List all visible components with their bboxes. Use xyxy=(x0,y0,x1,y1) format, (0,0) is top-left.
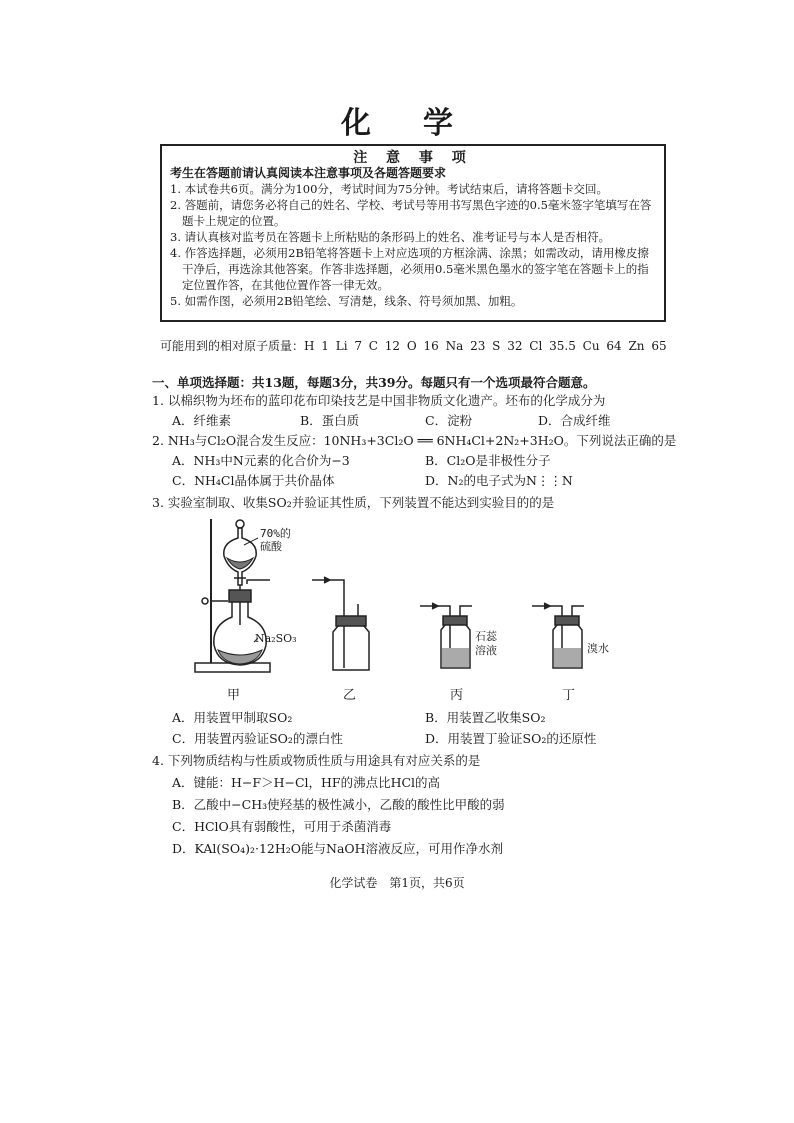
gas-outlet-tube xyxy=(247,580,270,584)
label-yi: 乙 xyxy=(343,688,357,703)
separatory-funnel xyxy=(224,528,256,585)
funnel-stopper xyxy=(236,520,244,528)
label-acid xyxy=(260,527,291,553)
flask-stopper xyxy=(229,590,251,602)
label-litmus xyxy=(475,630,497,658)
label-litmus-line1: 石蕊 xyxy=(475,630,497,643)
outlet-tube xyxy=(572,606,584,616)
notice-item-2-cont: 题卡上规定的位置。 xyxy=(182,214,286,228)
title-char-2: 学 xyxy=(423,106,453,141)
clamp-screw xyxy=(202,598,208,604)
bottle-stopper xyxy=(336,616,366,626)
label-na2so3: Na₂SO₃ xyxy=(255,632,297,645)
label-jia: 甲 xyxy=(227,688,241,703)
q4-option-b: B．乙酸中−CH₃使羟基的极性减小，乙酸的酸性比甲酸的弱 xyxy=(172,797,505,812)
q4-option-c: C．HClO具有弱酸性，可用于杀菌消毒 xyxy=(172,819,392,834)
q1-option-d: D．合成纤维 xyxy=(538,413,611,428)
title-char-1: 化 xyxy=(341,106,371,141)
q4-option-d: D．KAl(SO₄)₂·12H₂O能与NaOH溶液反应，可用作净水剂 xyxy=(172,841,504,856)
q4-option-a: A．键能：H−F＞H−Cl，HF的沸点比HCl的高 xyxy=(172,775,441,790)
apparatus-ding xyxy=(532,603,584,668)
label-bing: 丙 xyxy=(450,688,464,703)
notice-subtitle: 考生在答题前请认真阅读本注意事项及各题答题要求 xyxy=(170,166,447,180)
q3-option-a: A．用装置甲制取SO₂ xyxy=(172,710,293,725)
q2-option-d: D．N₂的电子式为N⋮⋮N xyxy=(425,473,573,488)
apparatus-jia xyxy=(195,519,270,672)
label-acid-line1: 70%的 xyxy=(260,527,291,540)
notice-item-1: 1. 本试卷共6页。满分为100分，考试时间为75分钟。考试结束后，请将答题卡交回。 xyxy=(170,182,609,196)
atomic-masses: 可能用到的相对原子质量：H 1 Li 7 C 12 O 16 Na 23 S 32 Cl 35.5 Cu 64 Zn 65 xyxy=(160,339,667,353)
bromine-water xyxy=(554,648,581,667)
q1-option-b: B．蛋白质 xyxy=(300,413,360,428)
litmus-solution xyxy=(442,648,469,667)
gas-bottle xyxy=(333,626,369,670)
q2-option-b: B．Cl₂O是非极性分子 xyxy=(425,453,551,468)
na2so3-solid xyxy=(218,650,262,664)
notice-item-3: 3. 请认真核对监考员在答题卡上所粘贴的条形码上的姓名、准考证号与本人是否相符。 xyxy=(170,230,611,244)
page-footer: 化学试卷 第1页，共6页 xyxy=(329,876,465,890)
notice-item-4-cont2: 定位置作答，在其他位置作答一律无效。 xyxy=(182,278,389,292)
label-litmus-line2: 溶液 xyxy=(475,644,497,657)
q3-option-c: C．用装置丙验证SO₂的漂白性 xyxy=(172,731,343,746)
notice-heading: 注 意 事 项 xyxy=(353,150,473,166)
q2-option-c: C．NH₄Cl晶体属于共价晶体 xyxy=(172,473,335,488)
inlet-arrow-head xyxy=(544,603,550,609)
q2-option-a: A．NH₃中N元素的化合价为−3 xyxy=(172,453,350,468)
label-ding: 丁 xyxy=(562,688,576,703)
apparatus-yi xyxy=(312,577,369,670)
section-heading: 一、单项选择题：共13题，每题3分，共39分。每题只有一个选项最符合题意。 xyxy=(152,375,596,390)
bottle-stopper xyxy=(443,616,467,625)
q1-stem: 1. 以棉织物为坯布的蓝印花布印染技艺是中国非物质文化遗产。坯布的化学成分为 xyxy=(152,393,606,408)
q1-option-c: C．淀粉 xyxy=(425,413,473,428)
notice-item-5: 5. 如需作图，必须用2B铅笔绘、写清楚，线条、符号须加黑、加粗。 xyxy=(170,294,523,308)
notice-item-4: 4. 作答选择题，必须用2B铅笔将答题卡上对应选项的方框涂满、涂黑；如需改动，请用橡皮擦 xyxy=(170,246,649,260)
q3-stem: 3. 实验室制取、收集SO₂并验证其性质，下列装置不能达到实验目的的是 xyxy=(152,495,555,510)
label-bromine: 溴水 xyxy=(587,642,609,655)
q2-stem: 2. NH₃与Cl₂O混合发生反应：10NH₃+3Cl₂O ══ 6NH₄Cl+2N₂+3H₂O。下列说法正确的是 xyxy=(152,433,677,448)
q1-option-a: A．纤维素 xyxy=(172,413,232,428)
q4-stem: 4. 下列物质结构与性质或物质性质与用途具有对应关系的是 xyxy=(152,753,481,768)
outlet-tube xyxy=(460,606,472,616)
q3-option-b: B．用装置乙收集SO₂ xyxy=(425,710,546,725)
inlet-arrow-head xyxy=(432,603,438,609)
notice-item-4-cont1: 干净后，再选涂其他答案。作答非选择题，必须用0.5毫米黑色墨水的签字笔在答题卡上的指 xyxy=(182,262,649,276)
q3-option-d: D．用装置丁验证SO₂的还原性 xyxy=(425,731,597,746)
bottle-stopper xyxy=(555,616,579,625)
inlet-arrow-head xyxy=(324,577,330,583)
notice-item-2: 2. 答题前，请您务必将自己的姓名、学校、考试号等用书写黑色字迹的0.5毫米签字笔填写在答 xyxy=(170,198,652,212)
apparatus-bing xyxy=(420,603,472,668)
label-acid-line2: 硫酸 xyxy=(260,540,282,553)
